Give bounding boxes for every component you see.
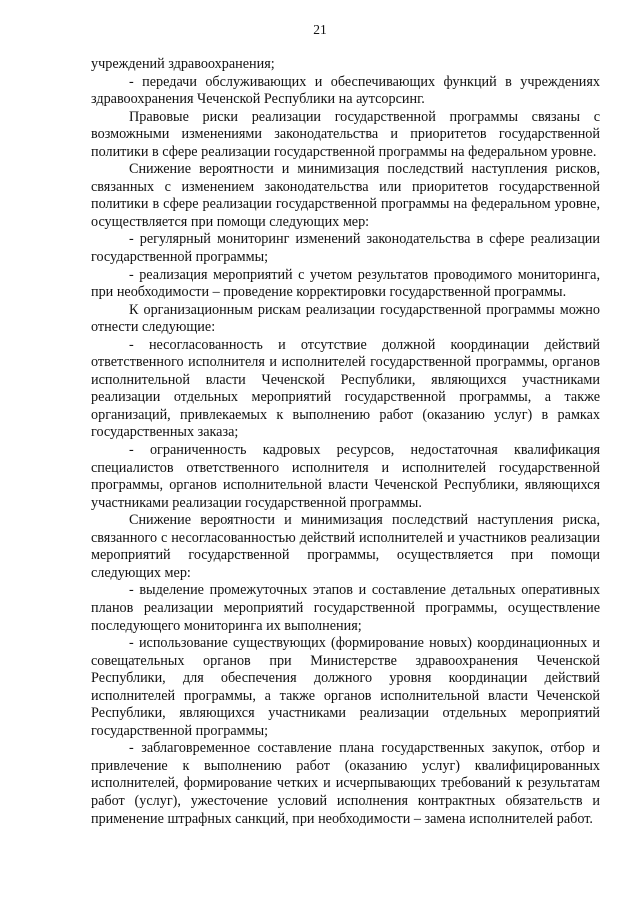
paragraph: К организационным рискам реализации государственной программы можно отнести следующие:: [91, 301, 600, 336]
paragraph: - реализация мероприятий с учетом результатов проводимого мониторинга, при необходимости – проведение корректировки государственной программы.: [91, 266, 600, 301]
paragraph: - использование существующих (формирование новых) координационных и совещательных органов при Министерстве здравоохранения Чеченской Республики, для обеспечения должного уровня координации действий исполнителей программы, а также органов исполнительной власти Чеченской Республики, являющихся участниками реализации отдельных мероприятий государственной программы;: [91, 635, 600, 739]
paragraph: Снижение вероятности и минимизация последствий наступления риска, связанного с несогласованностью действий исполнителей и участников реализации мероприятий государственной программы, осуществляется при помощи следующих мер:: [91, 512, 600, 581]
paragraph: учреждений здравоохранения;: [91, 56, 275, 72]
page-number: 21: [313, 22, 327, 37]
paragraph: - несогласованность и отсутствие должной координации действий ответственного исполнителя и исполнителей государственной программы, органов исполнительной власти Чеченской Республики, являющихся участниками реализации отдельных мероприятий государственной программы, а также организаций, привлекаемых к выполнению работ (оказанию услуг) в рамках государственных заказа;: [91, 336, 600, 441]
paragraph: - передачи обслуживающих и обеспечивающих функций в учреждениях здравоохранения Чеченской Республики на аутсорсинг.: [91, 73, 600, 108]
paragraph: - ограниченность кадровых ресурсов, недостаточная квалификация специалистов ответственного исполнителя и исполнителей государственной программы, органов исполнительной власти Чеченской Республики, являющихся участниками реализации государственной программы.: [91, 442, 600, 511]
paragraph: Снижение вероятности и минимизация последствий наступления рисков, связанных с изменением законодательства или приоритетов государственной политики в сфере реализации государственной программы на федеральном уровне, осуществляется при помощи следующих мер:: [91, 161, 600, 230]
paragraph: Правовые риски реализации государственной программы связаны с возможными изменениями законодательства и приоритетов государственной политики в сфере реализации государственной программы на федеральном уровне.: [91, 108, 600, 160]
paragraph: - выделение промежуточных этапов и составление детальных оперативных планов реализации мероприятий государственной программы, осуществление последующего мониторинга их выполнения;: [91, 582, 600, 634]
paragraph: - заблаговременное составление плана государственных закупок, отбор и привлечение к выполнению работ (оказанию услуг) квалифицированных исполнителей, формирование четких и исчерпывающих требований к результатам работ (услуг), ужесточение условий исполнения контрактных обязательств и применение штрафных санкций, при необходимости – замена исполнителей работ.: [91, 740, 600, 827]
paragraph: - регулярный мониторинг изменений законодательства в сфере реализации государственной программы;: [91, 231, 600, 266]
body-text: [91, 56, 600, 828]
